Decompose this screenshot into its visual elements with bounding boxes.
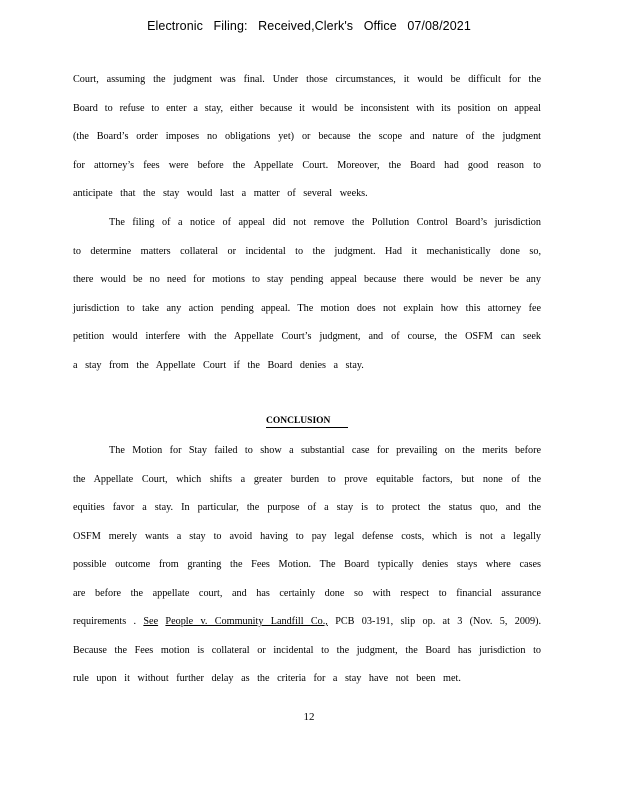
- text-line: equities favor a stay. In particular, the purpose of a stay is to protect the status quo, and the: [73, 502, 541, 513]
- citation-line: [73, 615, 541, 644]
- page-number: 12: [303, 711, 315, 723]
- citation-lead: requirements .: [73, 616, 137, 627]
- text-line: rule upon it without further delay as the criteria for a stay have not been met.: [73, 673, 461, 684]
- text-line: anticipate that the stay would last a matter of several weeks.: [73, 188, 368, 199]
- text-line: petition would interfere with the Appellate Court’s judgment, and of course, the OSFM can seek: [73, 331, 541, 342]
- text-line: jurisdiction to take any action pending appeal. The motion does not explain how this attorney fee: [73, 302, 541, 314]
- text-line: Because the Fees motion is collateral or incidental to the judgment, the Board has jurisdiction to: [73, 644, 541, 656]
- citation-rest: PCB 03-191, slip op. at 3 (Nov. 5, 2009).: [335, 616, 542, 627]
- conclusion-heading: CONCLUSION: [266, 416, 348, 428]
- text-line: The Motion for Stay failed to show a substantial case for prevailing on the merits before: [109, 445, 541, 456]
- paragraph-2: [73, 216, 541, 387]
- text-line: for attorney’s fees were before the Appellate Court. Moreover, the Board had good reason to: [73, 159, 541, 171]
- text-line: to determine matters collateral or incidental to the judgment. Had it mechanistically done so,: [73, 245, 541, 257]
- text-line: The filing of a notice of appeal did not remove the Pollution Control Board’s jurisdiction: [109, 217, 541, 228]
- text-line: there would be no need for motions to stay pending appeal because there would be never be any: [73, 274, 541, 285]
- paragraph-1: [73, 73, 541, 216]
- citation-case-name: People v. Community Landfill Co.,: [165, 616, 328, 627]
- filing-header: Electronic Filing: Received,Clerk's Office 07/08/2021: [147, 19, 471, 33]
- text-line: are before the appellate court, and has certainly done so with respect to financial assurance: [73, 587, 541, 599]
- citation-signal: See: [143, 616, 159, 627]
- text-line: possible outcome from granting the Fees Motion. The Board typically denies stays where cases: [73, 559, 541, 570]
- text-line: the Appellate Court, which shifts a greater burden to prove equitable factors, but none of the: [73, 473, 541, 485]
- text-line: a stay from the Appellate Court if the Board denies a stay.: [73, 359, 364, 371]
- paragraph-3: [73, 444, 541, 701]
- text-line: OSFM merely wants a stay to avoid having to pay legal defense costs, which is not a legally: [73, 530, 541, 542]
- text-line: (the Board’s order imposes no obligations yet) or because the scope and nature of the judgment: [73, 131, 541, 142]
- text-line: Court, assuming the judgment was final. Under those circumstances, it would be difficult for the: [73, 74, 541, 85]
- text-line: Board to refuse to enter a stay, either because it would be inconsistent with its position on appeal: [73, 102, 541, 114]
